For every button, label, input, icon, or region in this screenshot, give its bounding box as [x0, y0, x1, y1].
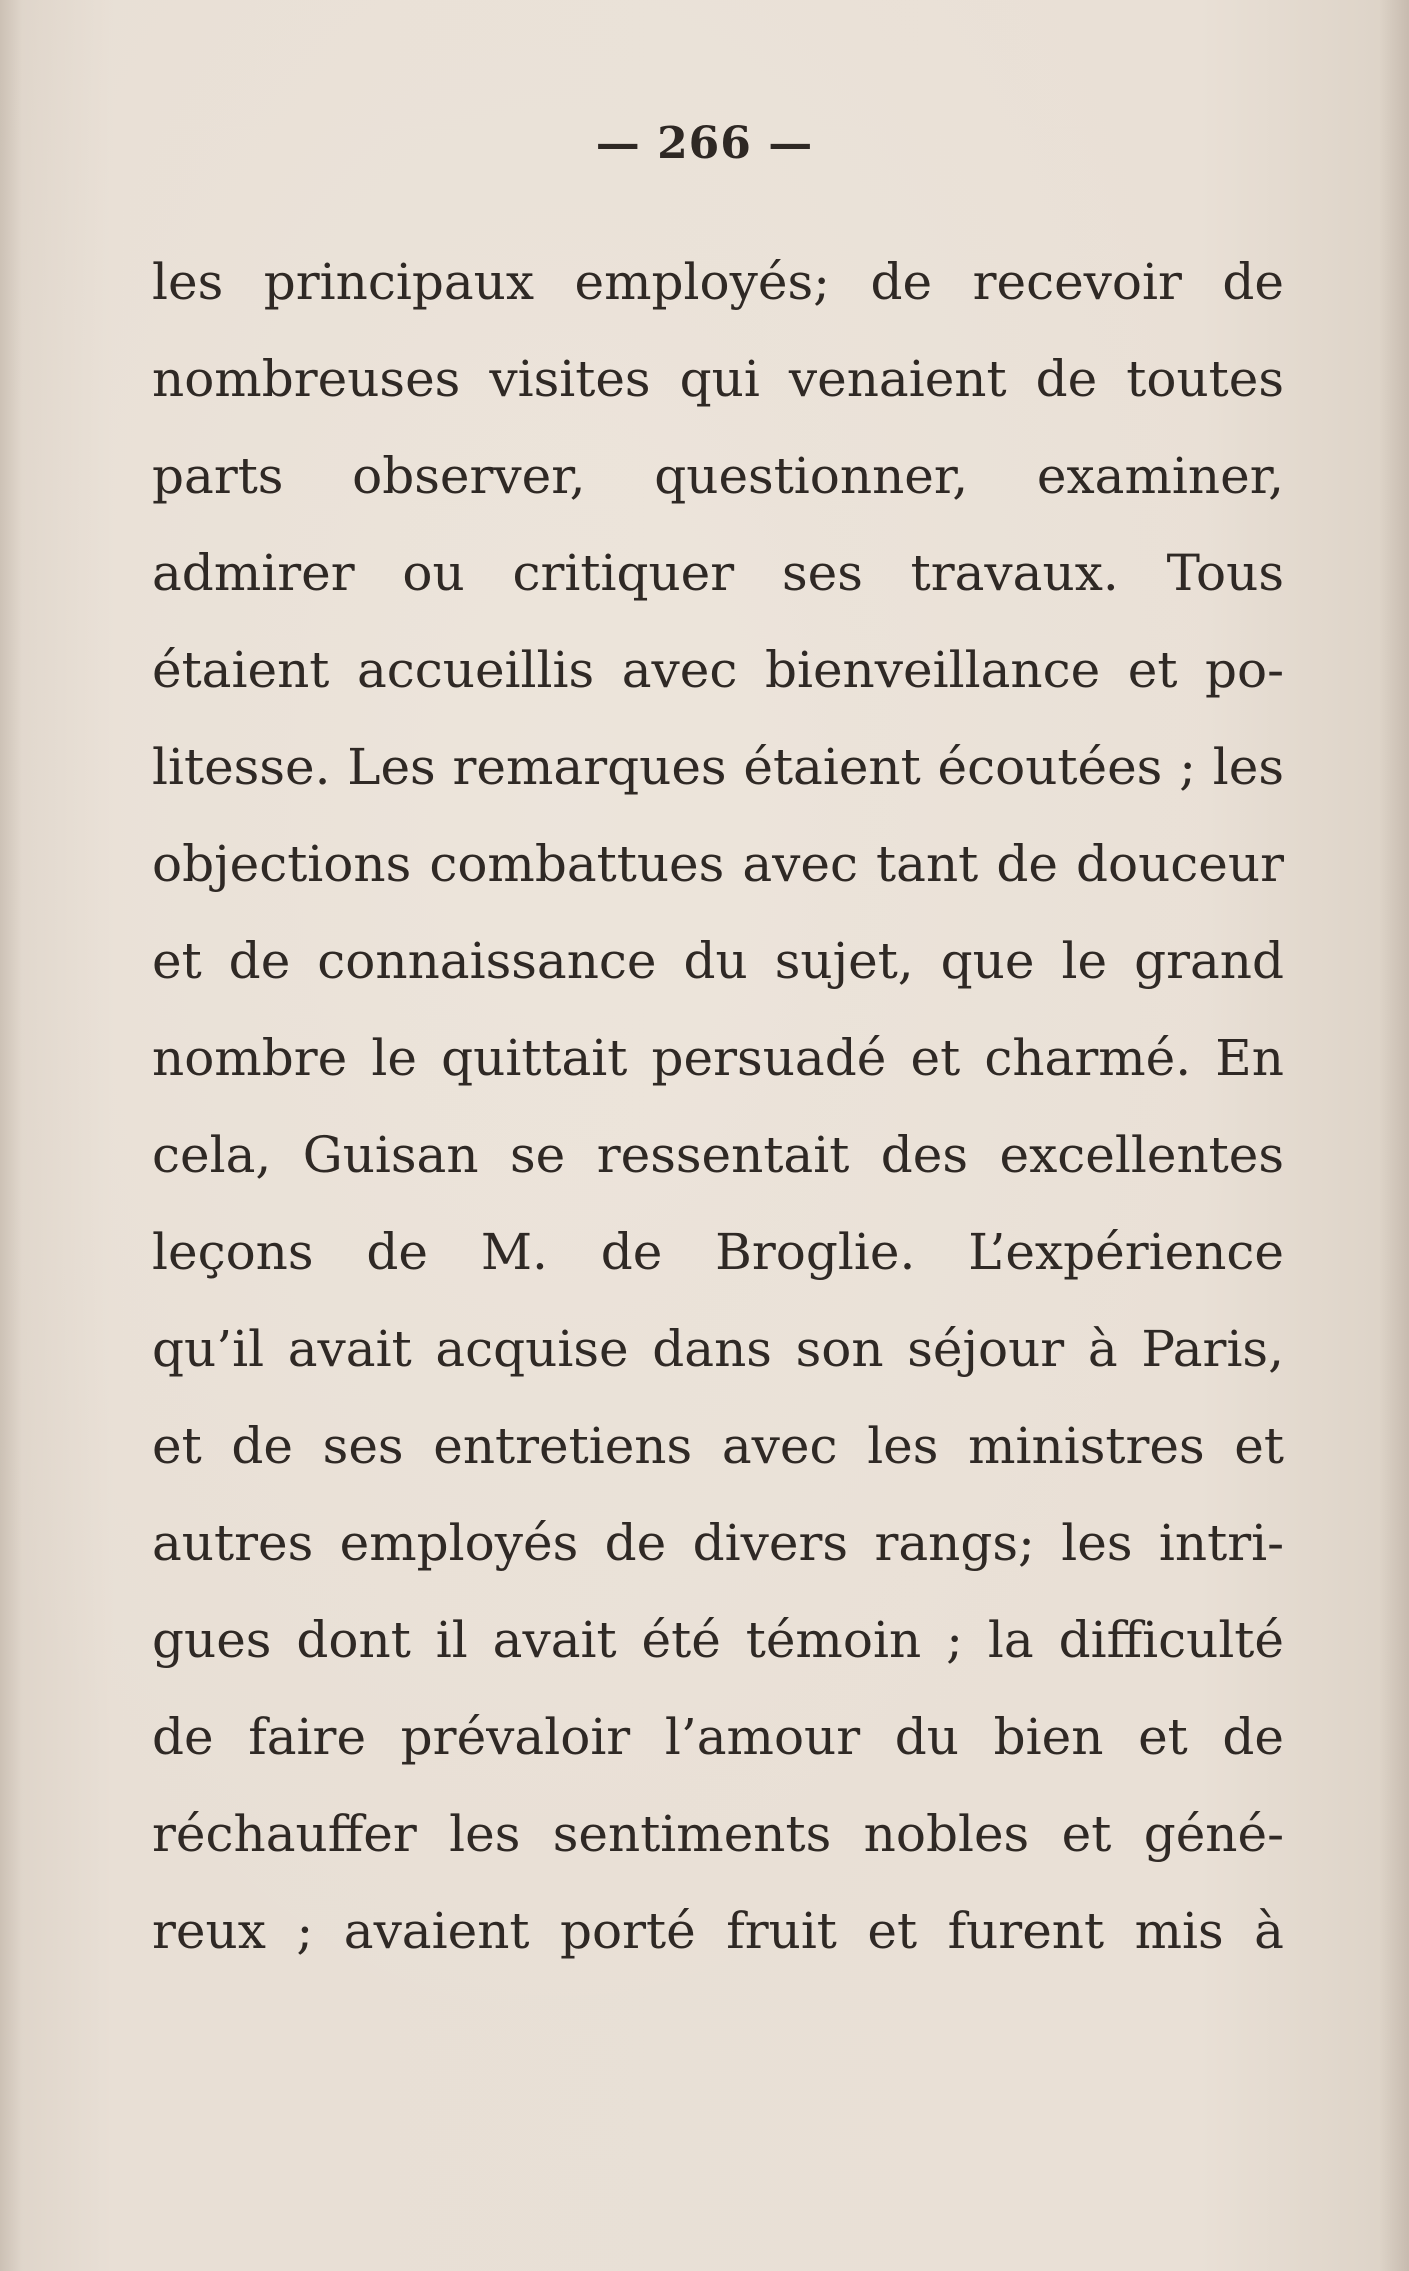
text-line: parts observer, questionner, examiner,	[152, 447, 1284, 505]
page-number: — 266 —	[595, 118, 814, 169]
text-line: reux ; avaient porté fruit et furent mis à	[152, 1902, 1284, 1960]
text-line: et de ses entretiens avec les ministres et	[152, 1417, 1284, 1475]
text-line: de faire prévaloir l’amour du bien et de	[152, 1708, 1284, 1766]
text-line: réchauffer les sentiments nobles et géné-	[152, 1805, 1284, 1863]
page-right-edge-shadow	[1379, 0, 1409, 2271]
text-line: nombreuses visites qui venaient de toutes	[152, 350, 1284, 408]
text-line: autres employés de divers rangs; les intri-	[152, 1514, 1284, 1572]
text-line: nombre le quittait persuadé et charmé. En	[152, 1029, 1284, 1087]
text-line: les principaux employés; de recevoir de	[152, 253, 1284, 311]
text-line: litesse. Les remarques étaient écoutées ; les	[152, 738, 1284, 796]
text-line: leçons de M. de Broglie. L’expérience	[152, 1223, 1284, 1281]
text-line: étaient accueillis avec bienveillance et po-	[152, 641, 1284, 699]
text-line: et de connaissance du sujet, que le grand	[152, 932, 1284, 990]
text-line: objections combattues avec tant de douceur	[152, 835, 1284, 893]
text-line: cela, Guisan se ressentait des excellentes	[152, 1126, 1284, 1184]
text-line: admirer ou critiquer ses travaux. Tous	[152, 544, 1284, 602]
text-line: gues dont il avait été témoin ; la difficulté	[152, 1611, 1284, 1669]
text-line: qu’il avait acquise dans son séjour à Paris,	[152, 1320, 1284, 1378]
page-left-edge-shadow	[0, 0, 22, 2271]
body-text	[152, 234, 1284, 1980]
